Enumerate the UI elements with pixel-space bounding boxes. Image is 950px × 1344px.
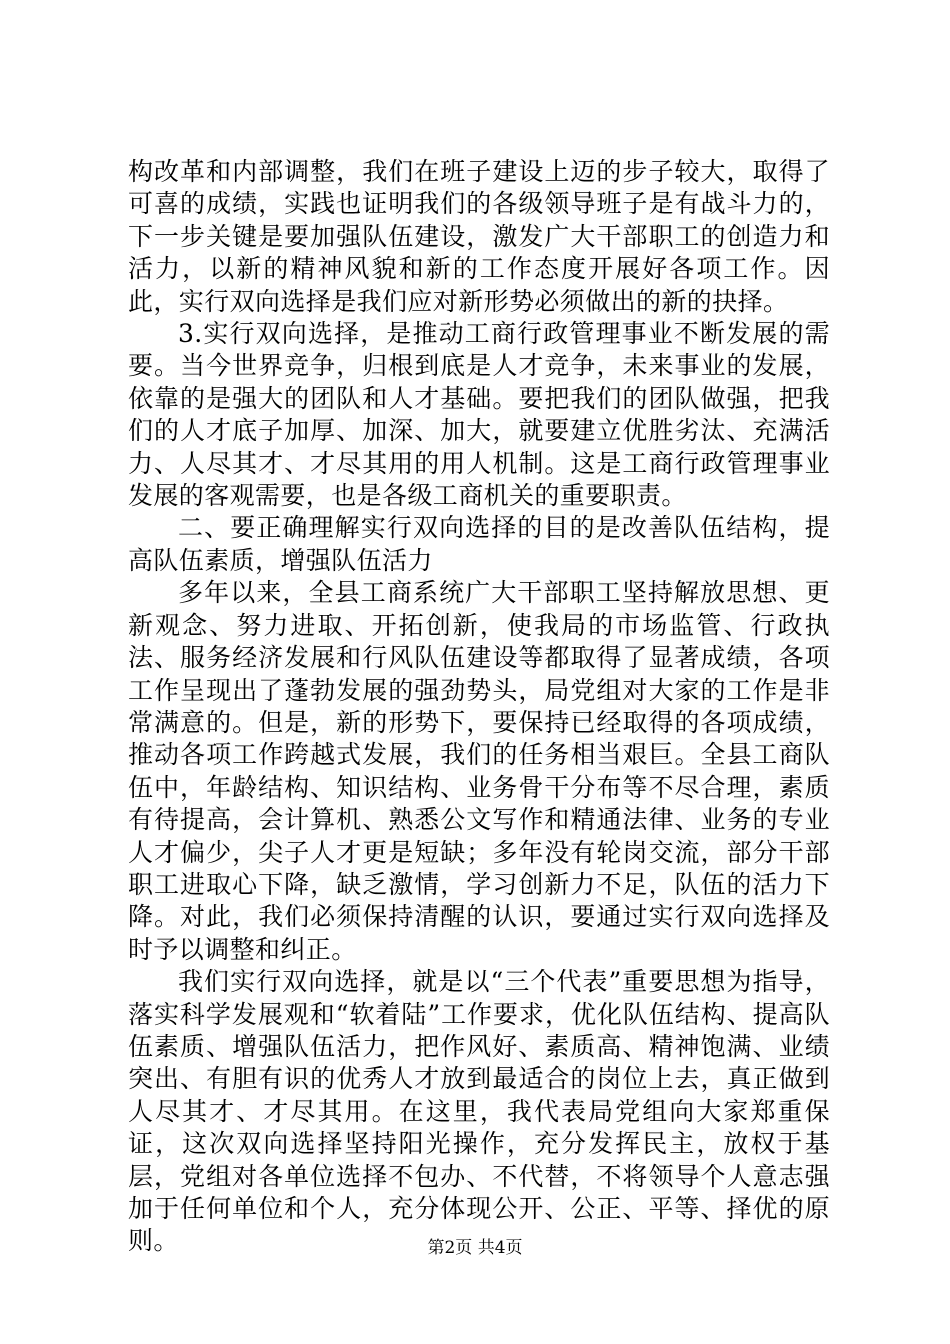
document-body (128, 156, 830, 1258)
paragraph-point-3: 3.实行双向选择，是推动工商行政管理事业不断发展的需要。当今世界竞争，归根到底是人才竞争，未来事业的发展，依靠的是强大的团队和人才基础。要把我们的团队做强，把我们的人才底子加厚、加深、加大，就要建立优胜劣汰、充满活力、人尽其才、才尽其用的用人机制。这是工商行政管理事业发展的客观需要，也是各级工商机关的重要职责。 (128, 319, 830, 511)
page-footer: 第2页 共4页 (427, 1238, 523, 1258)
paragraph-team-status: 多年以来，全县工商系统广大干部职工坚持解放思想、更新观念、努力进取、开拓创新，使我局的市场监管、行政执法、服务经济发展和行风队伍建设等都取得了显著成绩，各项工作呈现出了蓬勃发展的强劲势头，局党组对大家的工作是非常满意的。但是，新的形势下，要保持已经取得的各项成绩，推动各项工作跨越式发展，我们的任务相当艰巨。全县工商队伍中，年龄结构、知识结构、业务骨干分布等不尽合理，素质有待提高，会计算机、熟悉公文写作和精通法律、业务的专业人才偏少，尖子人才更是短缺；多年没有轮岗交流，部分干部职工进取心下降，缺乏激情，学习创新力不足，队伍的活力下降。对此，我们必须保持清醒的认识，要通过实行双向选择及时予以调整和纠正。 (128, 578, 830, 964)
section-heading-2: 二、要正确理解实行双向选择的目的是改善队伍结构，提高队伍素质，增强队伍活力 (128, 513, 830, 575)
paragraph-purpose: 我们实行双向选择，就是以“三个代表”重要思想为指导，落实科学发展观和“软着陆”工作要求，优化队伍结构、提高队伍素质、增强队伍活力，把作风好、素质高、精神饱满、业绩突出、有胆有识的优秀人才放到最适合的岗位上去，真正做到人尽其才、才尽其用。在这里，我代表局党组向大家郑重保证，这次双向选择坚持阳光操作，充分发挥民主，放权于基层，党组对各单位选择不包办、不代替，不将领导个人意志强加于任何单位和个人，充分体现公开、公正、平等、择优的原则。 (128, 967, 830, 1256)
paragraph-continuation: 构改革和内部调整，我们在班子建设上迈的步子较大，取得了可喜的成绩，实践也证明我们的各级领导班子是有战斗力的，下一步关键是要加强队伍建设，激发广大干部职工的创造力和活力，以新的精神风貌和新的工作态度开展好各项工作。因此，实行双向选择是我们应对新形势必须做出的新的抉择。 (128, 157, 830, 316)
